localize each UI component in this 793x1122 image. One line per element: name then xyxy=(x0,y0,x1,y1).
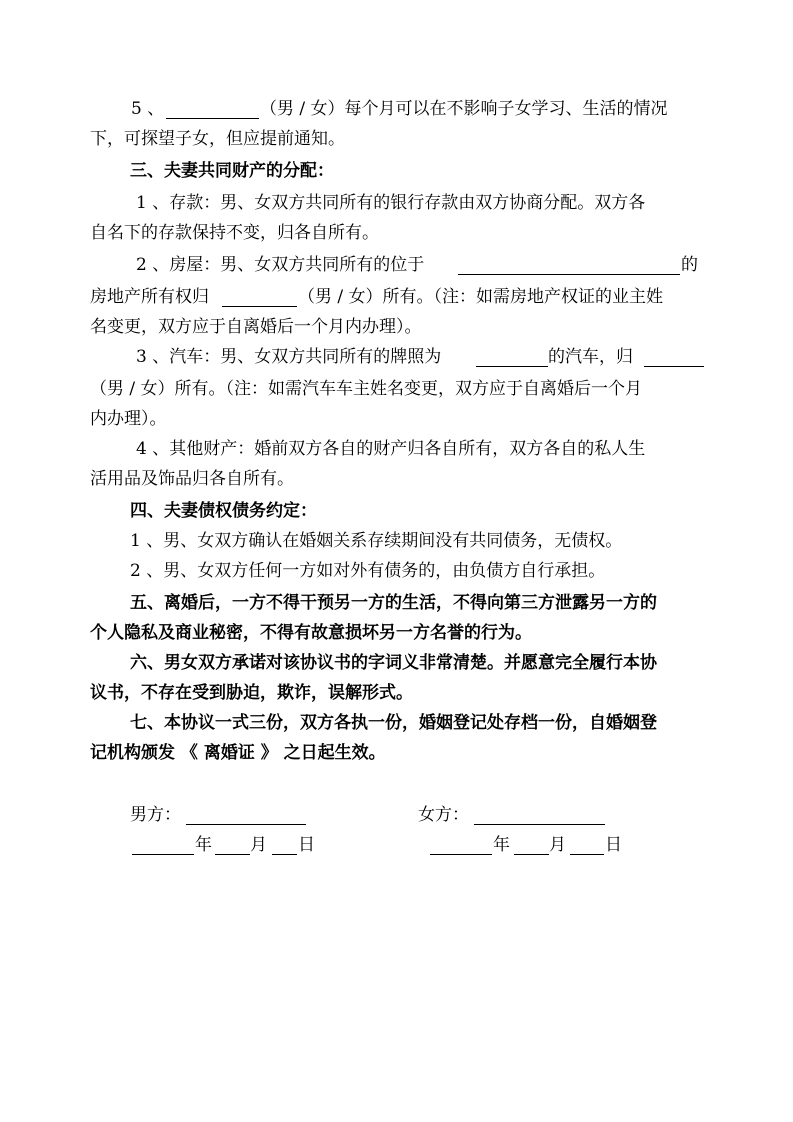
item5-text: （男 / 女）每个月可以在不影响子女学习、生活的情况 xyxy=(260,99,668,119)
section3-item2-line3 xyxy=(0,312,793,342)
section3-item1-text: 1 、存款：男、女双方共同所有的银行存款由双方协商分配。双方各 xyxy=(136,193,646,213)
section3-item4-line1 xyxy=(0,434,793,464)
section3-item3-line1 xyxy=(0,342,793,372)
section3-item2-text-b: 的 xyxy=(681,255,698,275)
section3-item3-text-c: （男 / 女）所有。（注：如需汽车车主姓名变更，双方应于自离婚后一个月 xyxy=(90,379,643,399)
car-plate-blank[interactable] xyxy=(476,346,548,367)
section3-item2-text-a: 2 、房屋：男、女双方共同所有的位于 xyxy=(136,255,425,275)
section3-item1-text-line2: 自名下的存款保持不变，归各自所有。 xyxy=(90,223,379,243)
section3-item3-text-d: 内办理）。 xyxy=(90,409,167,429)
section6-text-line2: 议书，不存在受到胁迫，欺诈，误解形式。 xyxy=(90,683,413,703)
female-date-year-label: 年 xyxy=(493,835,510,855)
male-date-month-blank[interactable] xyxy=(215,834,250,855)
section7-line2 xyxy=(0,738,793,768)
section7-text-line2: 记机构颁发 《 离婚证 》 之日起生效。 xyxy=(90,743,386,763)
section3-heading xyxy=(0,156,793,186)
section3-item3-text-a: 3 、汽车：男、女双方共同所有的牌照为 xyxy=(136,347,442,367)
section5-text-line1: 五、离婚后，一方不得干预另一方的生活，不得向第三方泄露另一方的 xyxy=(130,593,657,613)
car-owner-blank[interactable] xyxy=(644,346,704,367)
section3-item2-line2 xyxy=(0,282,793,312)
section3-item2-text-d: （男 / 女）所有。（注：如需房地产权证的业主姓 xyxy=(298,287,664,307)
section4-heading xyxy=(0,496,793,526)
property-owner-blank[interactable] xyxy=(222,286,297,307)
item5-line1 xyxy=(0,94,793,124)
item5-text-line2: 下，可探望子女，但应提前通知。 xyxy=(90,129,345,149)
male-date-month-label: 月 xyxy=(250,835,267,855)
male-signature-blank[interactable] xyxy=(186,804,306,825)
female-signature-label: 女方： xyxy=(418,805,469,825)
female-signature-blank[interactable] xyxy=(474,804,605,825)
section4-item2 xyxy=(0,556,793,586)
section4-item1-text: 1 、男、女双方确认在婚姻关系存续期间没有共同债务，无债权。 xyxy=(130,531,623,551)
male-date-year-label: 年 xyxy=(195,835,212,855)
female-date-month-blank[interactable] xyxy=(514,834,549,855)
section7-text-line1: 七、本协议一式三份，双方各执一份，婚姻登记处存档一份，自婚姻登 xyxy=(130,713,657,733)
male-signature-row xyxy=(130,800,181,830)
section3-item2-text-c: 房地产所有权归 xyxy=(90,287,209,307)
female-signature-row xyxy=(418,800,469,830)
section4-item2-text: 2 、男、女双方任何一方如对外有债务的，由负债方自行承担。 xyxy=(130,561,606,581)
section5-line2 xyxy=(0,618,793,648)
section3-item4-text-line2: 活用品及饰品归各自所有。 xyxy=(90,469,294,489)
female-date-year-blank[interactable] xyxy=(430,834,492,855)
section6-text-line1: 六、男女双方承诺对该协议书的字词义非常清楚。并愿意完全履行本协 xyxy=(130,653,657,673)
section6-line2 xyxy=(0,678,793,708)
section3-item3-line3 xyxy=(0,404,793,434)
section3-item1-line1 xyxy=(0,188,793,218)
section5-text-line2: 个人隐私及商业秘密，不得有故意损坏另一方名誉的行为。 xyxy=(90,623,532,643)
section3-item1-line2 xyxy=(0,218,793,248)
section7-line1 xyxy=(0,708,793,738)
section3-item3-text-b: 的汽车，归 xyxy=(548,347,633,367)
male-date-day-label: 日 xyxy=(298,835,315,855)
section3-item2-text-e: 名变更，双方应于自离婚后一个月内办理）。 xyxy=(90,317,422,337)
property-location-blank[interactable] xyxy=(458,254,680,275)
section3-item4-line2 xyxy=(0,464,793,494)
section4-item1 xyxy=(0,526,793,556)
female-date-day-blank[interactable] xyxy=(570,834,604,855)
section3-item3-line2 xyxy=(0,374,793,404)
section3-item2-line1 xyxy=(0,250,793,280)
female-date-day-label: 日 xyxy=(605,835,622,855)
section5-line1 xyxy=(0,588,793,618)
item5-number: 5 、 xyxy=(131,99,165,119)
male-signature-label: 男方： xyxy=(130,805,181,825)
item5-name-blank[interactable] xyxy=(166,98,259,119)
item5-line2 xyxy=(0,124,793,154)
section6-line1 xyxy=(0,648,793,678)
female-date-month-label: 月 xyxy=(549,835,566,855)
section3-heading-text: 三、夫妻共同财产的分配： xyxy=(130,161,334,181)
section4-heading-text: 四、夫妻债权债务约定： xyxy=(130,501,317,521)
male-date-year-blank[interactable] xyxy=(132,834,194,855)
section3-item4-text: 4 、其他财产：婚前双方各自的财产归各自所有，双方各自的私人生 xyxy=(136,439,646,459)
male-date-day-blank[interactable] xyxy=(272,834,297,855)
